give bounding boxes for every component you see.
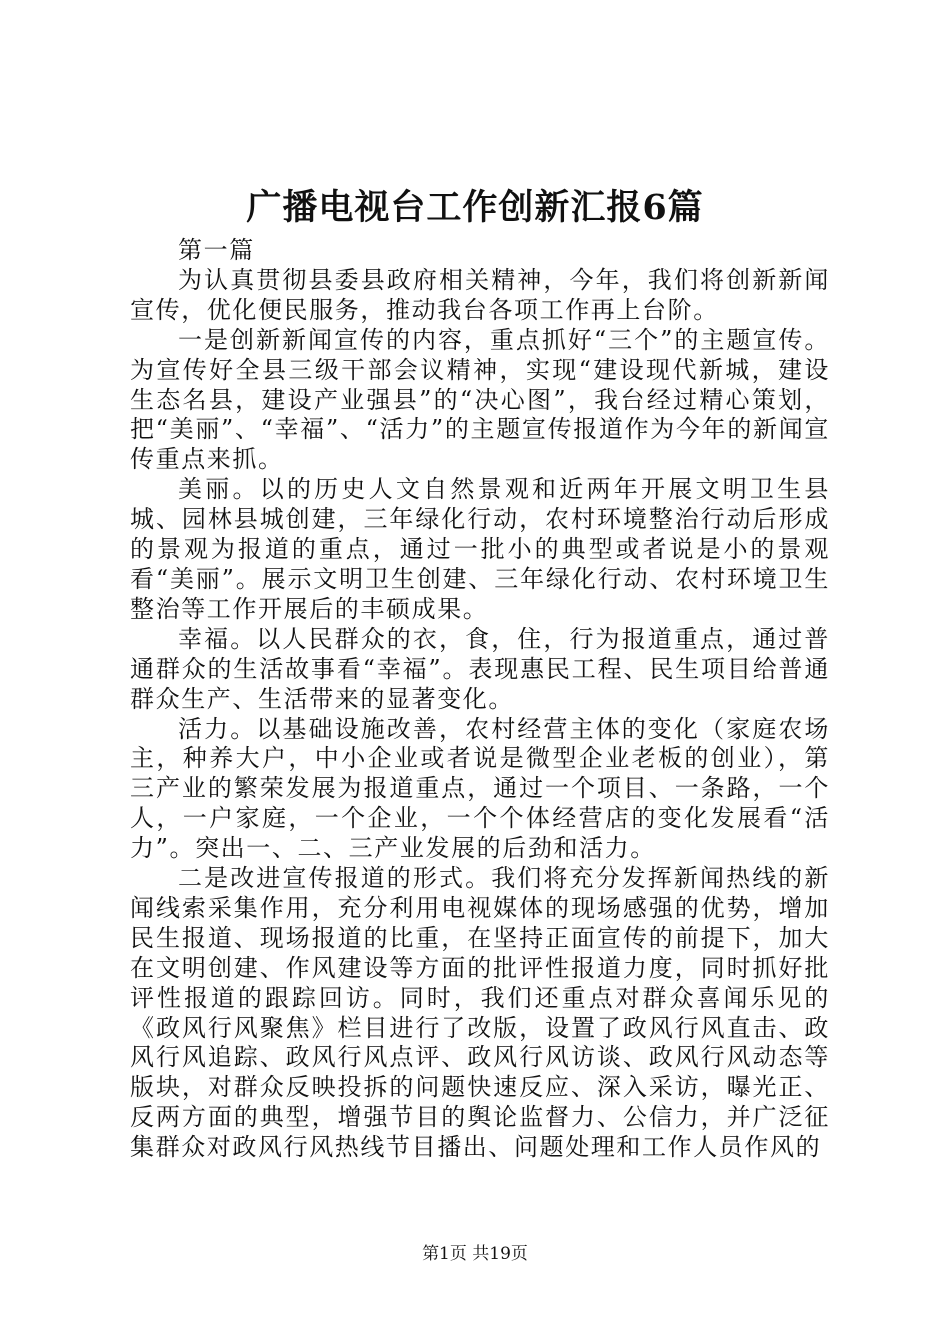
document-title: 广播电视台工作创新汇报6篇 bbox=[246, 187, 704, 228]
paragraph: 为认真贯彻县委县政府相关精神，今年，我们将创新新闻宣传，优化便民服务，推动我台各项工作再上台阶。 bbox=[130, 265, 830, 324]
document-body bbox=[130, 236, 830, 1163]
paragraph: 幸福。以人民群众的衣，食，住，行为报道重点，通过普通群众的生活故事看“幸福”。表现惠民工程、民生项目给普通群众生产、生活带来的显著变化。 bbox=[130, 624, 830, 713]
page-footer: 第1页 共19页 bbox=[422, 1244, 528, 1264]
paragraph: 第一篇 bbox=[178, 236, 255, 264]
paragraph: 美丽。以的历史人文自然景观和近两年开展文明卫生县城、园林县城创建，三年绿化行动，农村环境整治行动后形成的景观为报道的重点，通过一批小的典型或者说是小的景观看“美丽”。展示文明卫生创建、三年绿化行动、农村环境卫生整治等工作开展后的丰硕成果。 bbox=[130, 475, 830, 623]
paragraph: 一是创新新闻宣传的内容，重点抓好“三个”的主题宣传。为宣传好全县三级干部会议精神，实现“建设现代新城，建设生态名县，建设产业强县”的“决心图”，我台经过精心策划，把“美丽”、“幸福”、“活力”的主题宣传报道作为今年的新闻宣传重点来抓。 bbox=[130, 325, 830, 474]
paragraph: 二是改进宣传报道的形式。我们将充分发挥新闻热线的新闻线索采集作用，充分利用电视媒体的现场感强的优势，增加民生报道、现场报道的比重，在坚持正面宣传的前提下，加大在文明创建、作风建设等方面的批评性报道力度，同时抓好批评性报道的跟踪回访。同时，我们还重点对群众喜闻乐见的《政风行风聚焦》栏目进行了改版，设置了政风行风直击、政风行风追踪、政风行风点评、政风行风访谈、政风行风动态等版块，对群众反映投拆的问题快速反应、深入采访，曝光正、反两方面的典型，增强节目的舆论监督力、公信力，并广泛征集群众对政风行风热线节目播出、问题处理和工作人员作风的 bbox=[130, 864, 830, 1162]
paragraph: 活力。以基础设施改善，农村经营主体的变化（家庭农场主，种养大户，中小企业或者说是微型企业老板的创业），第三产业的繁荣发展为报道重点，通过一个项目、一条路，一个人，一户家庭，一个企业，一个个体经营店的变化发展看“活力”。突出一、二、三产业发展的后劲和活力。 bbox=[130, 714, 830, 863]
